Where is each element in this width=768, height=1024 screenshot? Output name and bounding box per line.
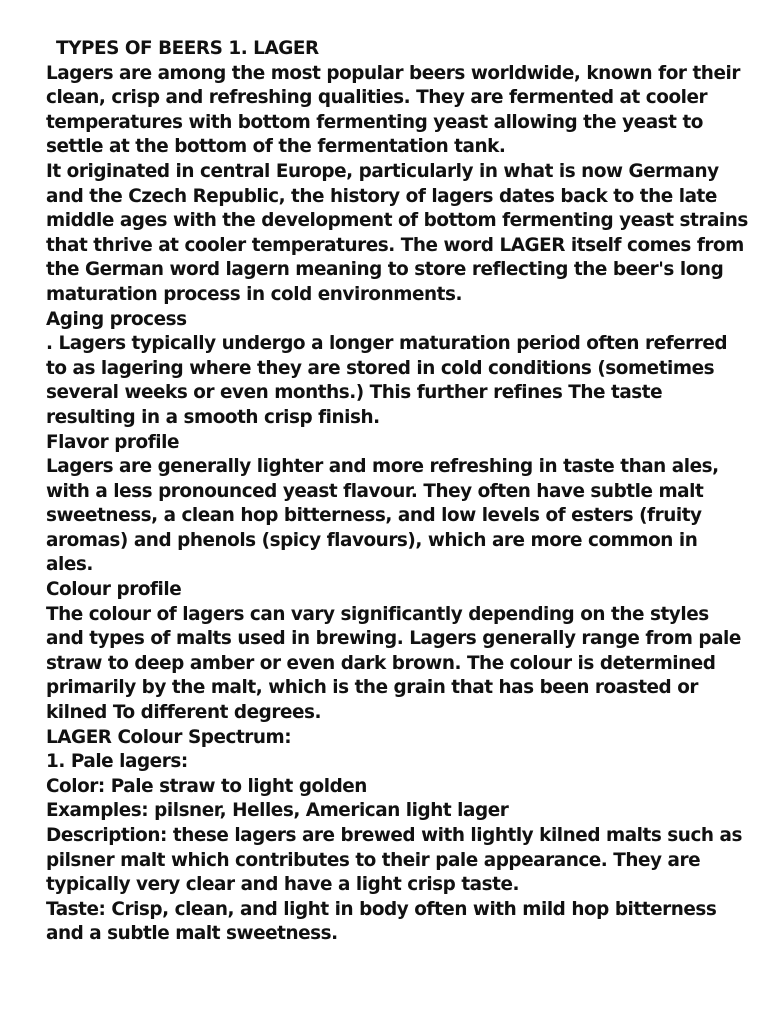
colour-paragraph: The colour of lagers can vary significantly depending on the styles and types of malts used in brewing. Lagers generally range from pale straw to deep amber or even dark brown. The colour is determined primarily by the malt, which is the grain that has been roasted or kilned To different degrees. <box>46 603 747 724</box>
pale-lagers-color: Color: Pale straw to light golden <box>46 775 367 797</box>
spectrum-heading: LAGER Colour Spectrum: <box>46 726 292 748</box>
aging-paragraph: . Lagers typically undergo a longer maturation period often referred to as lagering where they are stored in cold conditions (sometimes several weeks or even months.) This further refines The taste resulting in a smooth crisp finish. <box>46 333 734 428</box>
document-title: TYPES OF BEERS 1. LAGER <box>56 38 319 59</box>
colour-heading: Colour profile <box>46 579 182 601</box>
pale-lagers-taste: Taste: Crisp, clean, and light in body often with mild hop bitterness and a subtle malt sweetness. <box>46 898 723 945</box>
intro-paragraph: Lagers are among the most popular beers worldwide, known for their clean, crisp and refreshing qualities. They are fermented at cooler temperatures with bottom fermenting yeast allowing the yeast to settle at the bottom of the fermentation tank. <box>46 62 746 158</box>
pale-lagers-description: Description: these lagers are brewed with lightly kilned malts such as pilsner malt which contributes to their pale appearance. They are typically very clear and have a light crisp taste. <box>46 825 748 896</box>
pale-lagers-examples: Examples: pilsner, Helles, American light lager <box>46 800 509 822</box>
flavor-heading: Flavor profile <box>46 431 180 453</box>
aging-heading: Aging process <box>46 308 187 330</box>
pale-lagers-heading: 1. Pale lagers: <box>46 751 188 773</box>
origin-paragraph: It originated in central Europe, particularly in what is now Germany and the Czech Republic, the history of lagers dates back to the late middle ages with the development of bottom fermenting yeast strains that thrive at cooler temperatures. The word LAGER itself comes from the German word lagern meaning to store reflecting the beer's long maturation process in cold environments. <box>46 160 754 305</box>
flavor-paragraph: Lagers are generally lighter and more refreshing in taste than ales, with a less pronounced yeast flavour. They often have subtle malt sweetness, a clean hop bitterness, and low levels of esters (fruity aromas) and phenols (spicy flavours), which are more common in ales. <box>46 456 725 576</box>
